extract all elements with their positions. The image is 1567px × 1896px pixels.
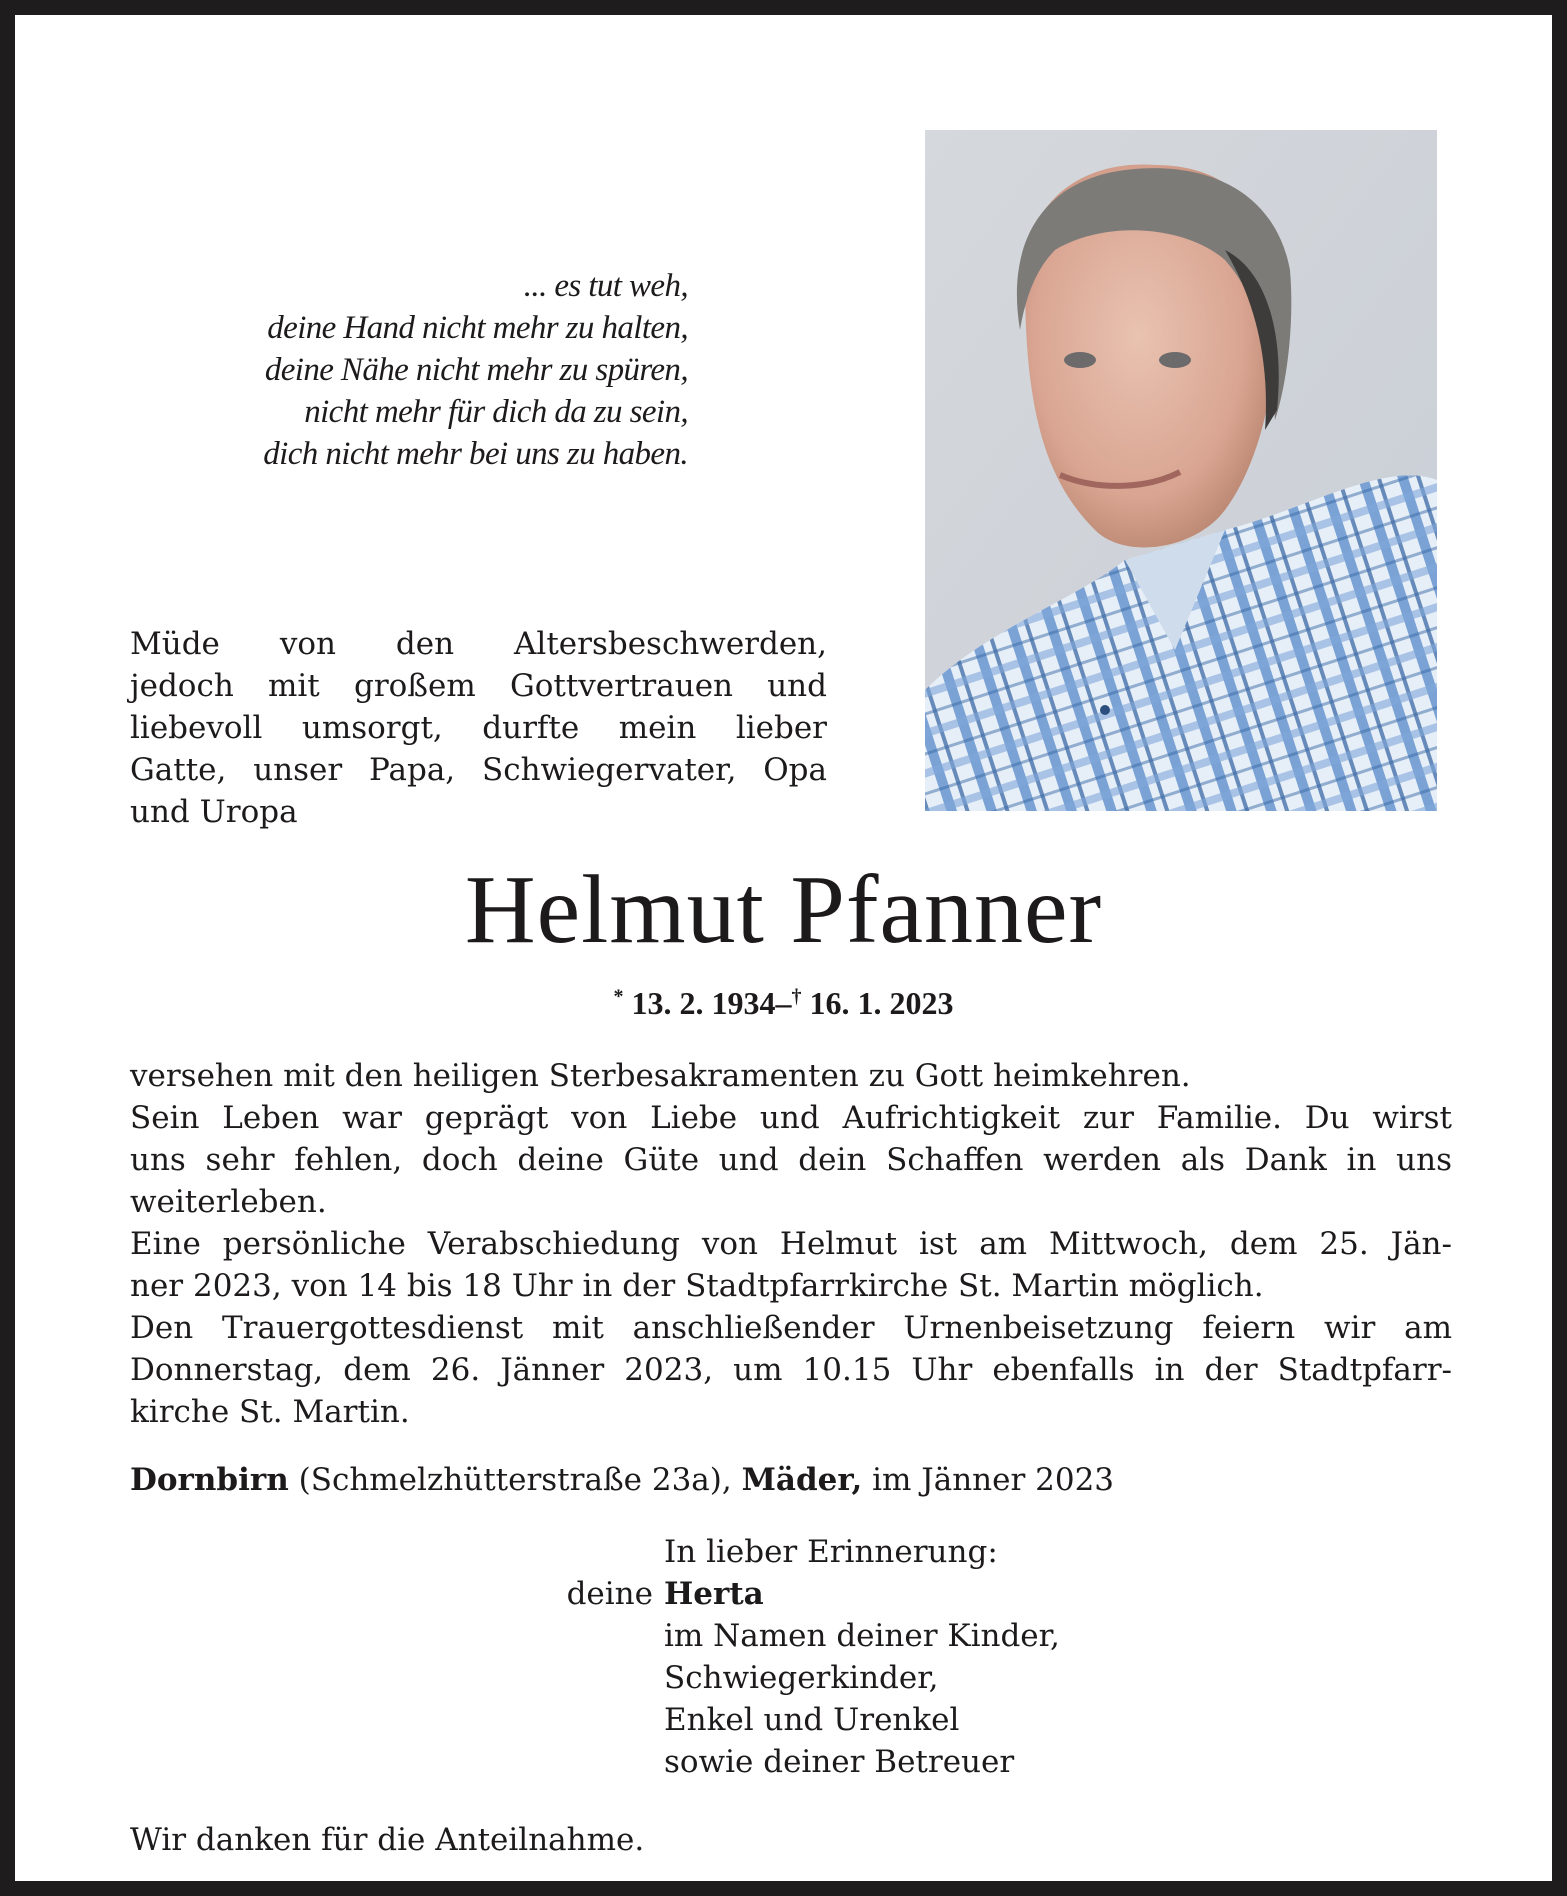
body-line: kirche St. Martin. [130, 1394, 410, 1430]
quote-line: deine Nähe nicht mehr zu spüren, [264, 352, 688, 388]
quote-line: ... es tut weh, [523, 268, 688, 304]
signature-prefix: deine [566, 1576, 653, 1612]
intro-line: und Uropa [130, 794, 298, 830]
obituary-page [15, 15, 1552, 1881]
intro-paragraph [130, 623, 827, 833]
city-maeder: Mäder, [741, 1462, 863, 1498]
portrait-photo [925, 130, 1437, 811]
signature-line: Schwiegerkinder, [664, 1660, 939, 1696]
body-line: Eine persönliche Verabschiedung von Helmut ist am Mittwoch, dem 25. Jän- [130, 1226, 1452, 1262]
signature-line: Enkel und Urenkel [664, 1702, 960, 1738]
quote-line: dich nicht mehr bei uns zu haben. [263, 436, 688, 472]
deceased-name: Helmut Pfanner [464, 856, 1103, 964]
body-line: Donnerstag, dem 26. Jänner 2023, um 10.15 Uhr ebenfalls in der Stadtpfarr- [130, 1352, 1452, 1388]
intro-line: liebevoll umsorgt, durfte mein lieber [130, 710, 827, 746]
address: (Schmelzhütterstraße 23a), [288, 1462, 742, 1498]
body-line: versehen mit den heiligen Sterbesakramenten zu Gott heimkehren. [130, 1058, 1191, 1094]
signature-block [664, 1531, 1060, 1783]
body-text [130, 1055, 1452, 1433]
body-line: uns sehr fehlen, doch deine Güte und dein Schaffen werden als Dank in uns [130, 1142, 1452, 1178]
body-line: ner 2023, von 14 bis 18 Uhr in der Stadtpfarrkirche St. Martin möglich. [130, 1268, 1264, 1304]
birth-date: 13. 2. 1934 [631, 985, 776, 1021]
life-dates [15, 985, 1552, 1022]
place-date: im Jänner 2023 [862, 1462, 1115, 1498]
body-line: Sein Leben war geprägt von Liebe und Aufrichtigkeit zur Familie. Du wirst [130, 1100, 1452, 1136]
birth-symbol: * [613, 985, 624, 1008]
signature-line: im Namen deiner Kinder, [664, 1618, 1060, 1654]
signature-name: Herta [664, 1576, 764, 1612]
intro-line: Müde von den Altersbeschwerden, [130, 626, 827, 662]
city-dornbirn: Dornbirn [130, 1462, 289, 1498]
place-date-line [130, 1462, 1114, 1498]
intro-line: jedoch mit großem Gottvertrauen und [130, 668, 827, 704]
death-symbol: † [791, 985, 802, 1008]
quote-line: nicht mehr für dich da zu sein, [304, 394, 688, 430]
death-date: 16. 1. 2023 [809, 985, 954, 1021]
intro-line: Gatte, unser Papa, Schwiegervater, Opa [130, 752, 827, 788]
body-line: Den Trauergottesdienst mit anschließender Urnenbeisetzung feiern wir am [130, 1310, 1452, 1346]
signature-line: sowie deiner Betreuer [664, 1744, 1015, 1780]
body-line: weiterleben. [130, 1184, 327, 1220]
quote-line: deine Hand nicht mehr zu halten, [267, 310, 688, 346]
quote [15, 265, 688, 475]
signature-heading: In lieber Erinnerung: [664, 1534, 998, 1570]
date-separator: – [775, 985, 792, 1021]
thanks-line: Wir danken für die Anteilnahme. [130, 1822, 645, 1858]
